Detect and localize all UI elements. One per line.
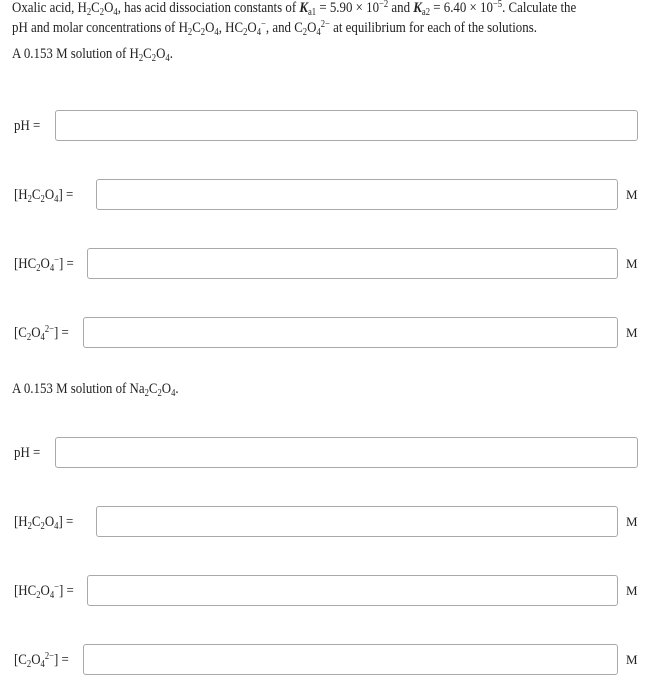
text-segment: 2 — [243, 27, 248, 38]
section-1-title — [12, 46, 173, 63]
text-segment: 2 — [36, 263, 41, 274]
text-segment: 2 — [200, 27, 206, 38]
text-segment: A 0.153 M solution of H — [12, 46, 139, 62]
problem-statement-line2 — [12, 20, 537, 37]
text-segment: [C — [14, 325, 27, 341]
text-segment: K — [413, 0, 422, 16]
text-segment: C — [192, 20, 201, 36]
text-segment: 2 — [157, 388, 162, 399]
text-segment: O — [31, 325, 41, 341]
text-segment: ] = — [58, 187, 74, 203]
answer-row-hc2o4_1 — [0, 248, 649, 282]
text-segment: pH = — [14, 118, 41, 134]
field-label — [14, 652, 69, 669]
text-segment: ] = — [59, 583, 74, 599]
text-segment: C — [143, 46, 152, 62]
text-segment: O — [161, 381, 172, 397]
text-segment: −5 — [492, 0, 503, 10]
text-segment: O — [31, 652, 41, 668]
text-segment: A 0.153 M solution of Na — [12, 381, 145, 397]
text-segment: 4 — [40, 332, 45, 343]
text-segment: = 5.90 × 10 — [316, 0, 380, 16]
text-segment: 4 — [49, 263, 55, 274]
text-segment: 4 — [256, 27, 262, 38]
text-segment: − — [54, 255, 60, 266]
text-segment: 2 — [151, 53, 157, 64]
text-segment: O — [247, 20, 257, 36]
text-segment: 4 — [171, 388, 176, 399]
text-segment: , has acid dissociation constants of — [117, 0, 300, 16]
hc2o4_2-input[interactable] — [87, 575, 618, 606]
field-label — [14, 187, 73, 204]
answer-row-hc2o4_2 — [0, 575, 649, 609]
text-segment: [HC — [14, 256, 37, 272]
text-segment: C — [31, 514, 41, 530]
text-segment: 2 — [302, 27, 308, 38]
text-segment: O — [307, 20, 317, 36]
text-segment: . — [169, 46, 173, 62]
text-segment: 2 — [99, 7, 105, 18]
field-label — [14, 514, 73, 531]
unit-label: M — [626, 652, 638, 667]
text-segment: O — [205, 20, 215, 36]
text-segment: C — [148, 381, 158, 397]
field-label — [14, 445, 40, 462]
text-segment: ] = — [53, 325, 69, 341]
text-segment: 4 — [214, 27, 219, 38]
text-segment: 4 — [54, 194, 59, 205]
answer-row-h2c2o4_2 — [0, 506, 649, 540]
text-segment: C — [31, 187, 41, 203]
text-segment: 4 — [113, 7, 118, 18]
text-segment: , and C — [265, 20, 303, 36]
text-segment: . Calculate the — [502, 0, 577, 16]
text-segment: 2 — [40, 194, 45, 205]
text-segment: pH = — [14, 445, 41, 461]
text-segment: K — [299, 0, 308, 16]
text-segment: [C — [14, 652, 27, 668]
unit-label: M — [626, 583, 638, 598]
c2o4_1-input[interactable] — [83, 317, 618, 348]
h2c2o4_2-input[interactable] — [96, 506, 618, 537]
hc2o4_1-input[interactable] — [87, 248, 618, 279]
text-segment: −2 — [379, 0, 389, 10]
text-segment: − — [261, 19, 266, 30]
text-segment: O — [40, 256, 50, 272]
c2o4_2-input[interactable] — [83, 644, 618, 675]
text-segment: ] = — [58, 514, 74, 530]
text-segment: , HC — [218, 20, 244, 36]
text-segment: [H — [14, 187, 28, 203]
text-segment: . — [175, 381, 179, 397]
text-segment: a2 — [421, 7, 431, 18]
answer-row-h2c2o4_1 — [0, 179, 649, 213]
text-segment: 2− — [320, 19, 330, 30]
text-segment: ] = — [59, 256, 74, 272]
text-segment: [HC — [14, 583, 37, 599]
h2c2o4_1-input[interactable] — [96, 179, 618, 210]
text-segment: 2− — [44, 324, 54, 335]
text-segment: 4 — [54, 521, 59, 532]
unit-label: M — [626, 325, 638, 340]
text-segment: 2 — [40, 521, 45, 532]
unit-label: M — [626, 256, 638, 271]
text-segment: Oxalic acid, H — [12, 0, 87, 16]
text-segment: a1 — [307, 7, 317, 18]
text-segment: O — [44, 187, 55, 203]
text-segment: 2 — [144, 388, 149, 399]
text-segment: O — [40, 583, 50, 599]
text-segment: 4 — [316, 27, 321, 38]
text-segment: 2 — [138, 53, 144, 64]
unit-label: M — [626, 514, 638, 529]
text-segment: = 6.40 × 10 — [430, 0, 493, 16]
text-segment: 2− — [44, 651, 54, 662]
text-segment: 4 — [49, 590, 55, 601]
text-segment: and — [388, 0, 414, 16]
text-segment: O — [44, 514, 55, 530]
problem-statement-line1 — [12, 0, 576, 17]
answer-row-c2o4_1 — [0, 317, 649, 351]
text-segment: O — [156, 46, 166, 62]
ph1-input[interactable] — [55, 110, 638, 141]
text-segment: 2 — [27, 194, 32, 205]
text-segment: C — [91, 0, 100, 16]
text-segment: at equilibrium for each of the solutions. — [329, 20, 537, 36]
text-segment: 2 — [27, 521, 32, 532]
section-2-title — [12, 381, 179, 398]
text-segment: 4 — [40, 659, 45, 670]
text-segment: 2 — [26, 659, 32, 670]
text-segment: [H — [14, 514, 28, 530]
text-segment: 2 — [36, 590, 41, 601]
text-segment: 2 — [187, 27, 193, 38]
field-label — [14, 118, 40, 135]
text-segment: 4 — [165, 53, 170, 64]
text-segment: pH and molar concentrations of H — [12, 20, 188, 36]
text-segment: ] = — [53, 652, 69, 668]
ph2-input[interactable] — [55, 437, 638, 468]
text-segment: 2 — [26, 332, 32, 343]
field-label — [14, 325, 69, 342]
answer-row-ph2 — [0, 437, 649, 471]
text-segment: 2 — [86, 7, 92, 18]
answer-row-c2o4_2 — [0, 644, 649, 678]
answer-row-ph1 — [0, 110, 649, 144]
text-segment: O — [104, 0, 114, 16]
field-label — [14, 256, 74, 273]
text-segment: − — [54, 582, 60, 593]
unit-label: M — [626, 187, 638, 202]
field-label — [14, 583, 74, 600]
